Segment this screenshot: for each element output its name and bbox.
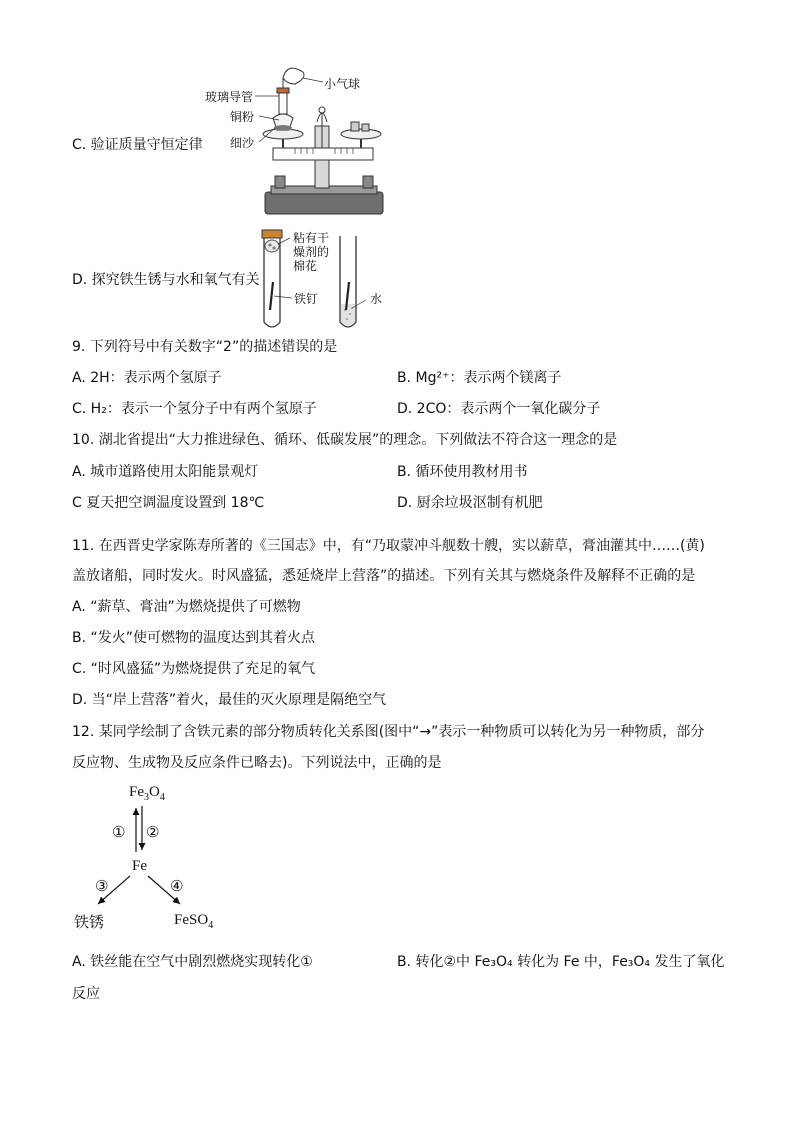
label-cotton-line1: 粘有干 <box>293 231 330 245</box>
fe3o4-sub1: 3 <box>144 792 149 803</box>
q9-stem: 9. 下列符号中有关数字“2”的描述错误的是 <box>72 339 338 355</box>
q12-stem-line1: 12. 某同学绘制了含铁元素的部分物质转化关系图(图中“→”表示一种物质可以转化为另一种物质，部分 <box>72 724 705 740</box>
label-water: 水 <box>370 292 383 306</box>
q9-option-b: B. Mg²⁺：表示两个镁离子 <box>397 370 562 386</box>
balance-apparatus-illustration <box>255 70 395 220</box>
q11-option-c: C. “时风盛猛”为燃烧提供了充足的氧气 <box>72 661 316 677</box>
label-nail: 铁钉 <box>294 292 319 306</box>
label-copper-powder: 铜粉 <box>230 110 255 124</box>
q11-option-d: D. 当“岸上营落”着火，最佳的灭火原理是隔绝空气 <box>72 692 387 708</box>
q10-option-c: C 夏天把空调温度设置到 18℃ <box>72 495 265 511</box>
label-balloon: 小气球 <box>324 77 361 91</box>
q12-option-b-line2: 反应 <box>72 986 100 1002</box>
fe3o4-sub2: 4 <box>159 792 165 803</box>
arrow-label-2: ② <box>146 823 160 841</box>
option-d-text: D. 探究铁生锈与水和氧气有关 <box>72 272 260 288</box>
q10-option-d: D. 厨余垃圾沤制有机肥 <box>397 495 543 511</box>
fe3o4-part2: O <box>149 784 160 800</box>
diagram-node-feso4 <box>174 912 213 931</box>
q9-option-d: D. 2CO：表示两个一氧化碳分子 <box>397 401 601 417</box>
q10-stem: 10. 湖北省提出“大力推进绿色、循环、低碳发展”的理念。下列做法不符合这一理念的是 <box>72 432 618 448</box>
fe3o4-part1: Fe <box>129 784 144 800</box>
feso4-sub: 4 <box>208 920 214 931</box>
feso4-part1: FeSO <box>174 912 209 928</box>
q9-option-a: A. 2H：表示两个氢原子 <box>72 370 222 386</box>
q11-option-a: A. “薪草、膏油”为燃烧提供了可燃物 <box>72 599 301 615</box>
arrow-label-1: ① <box>112 823 126 841</box>
q10-option-b: B. 循环使用教材用书 <box>397 464 528 480</box>
q11-stem-line2: 盖放诸船，同时发火。时风盛猛，悉延烧岸上营落”的描述。下列有关其与燃烧条件及解释不正确的是 <box>72 568 696 584</box>
q12-option-b-line1: B. 转化②中 Fe₃O₄ 转化为 Fe 中，Fe₃O₄ 发生了氧化 <box>397 954 725 970</box>
q12-stem-line2: 反应物、生成物及反应条件已略去)。下列说法中，正确的是 <box>72 755 442 771</box>
arrow-label-4: ④ <box>170 877 184 895</box>
diagram-node-fe: Fe <box>132 858 147 874</box>
q10-option-a: A. 城市道路使用太阳能景观灯 <box>72 464 259 480</box>
q9-option-c: C. H₂：表示一个氢分子中有两个氢原子 <box>72 401 317 417</box>
label-glass-tube: 玻璃导管 <box>205 90 254 104</box>
q11-option-b: B. “发火”使可燃物的温度达到其着火点 <box>72 630 316 646</box>
label-fine-sand: 细沙 <box>230 136 255 150</box>
label-cotton <box>293 231 329 273</box>
arrow-label-3: ③ <box>95 877 109 895</box>
label-cotton-line3: 棉花 <box>293 259 318 273</box>
diagram-node-rust: 铁锈 <box>74 913 105 931</box>
option-c-text: C. 验证质量守恒定律 <box>72 137 203 153</box>
label-cotton-line2: 燥剂的 <box>293 245 330 259</box>
q11-stem-line1: 11. 在西晋史学家陈寿所著的《三国志》中，有“乃取蒙冲斗舰数十艘，实以薪草，膏油灌其中……(黄) <box>72 538 705 554</box>
q12-option-a: A. 铁丝能在空气中剧烈燃烧实现转化① <box>72 954 313 970</box>
